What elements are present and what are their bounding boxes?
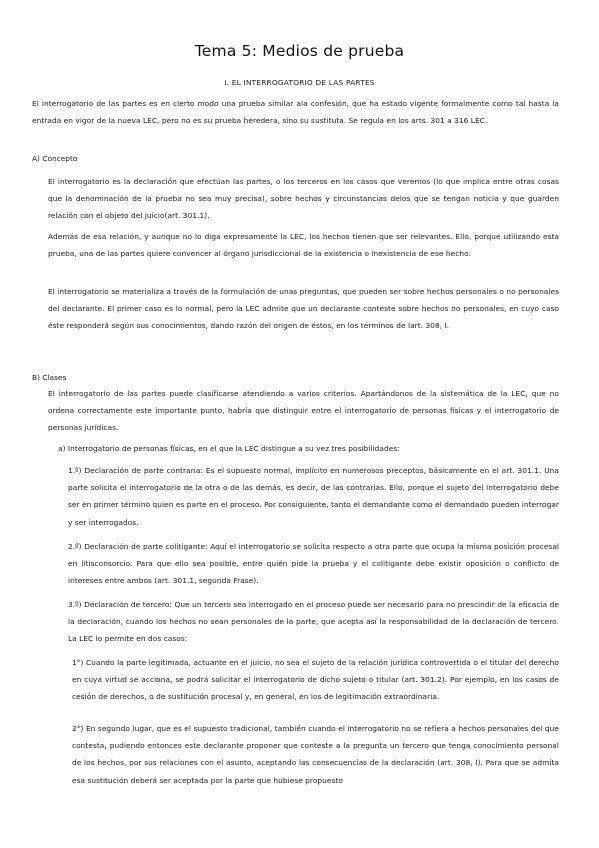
concepto-paragraph-2: Además de esa relación, y aunque no lo diga expresamente la LEC, los hechos tienen que ser relevantes. Ello, porque utilizando esta prueba, una de las partes quiere convencer al órgano jurisdiccional de la existencia o inexistencia de ese hecho. (48, 232, 559, 259)
intro-paragraph: El interrogatorio de las partes es en cierto modo una prueba similar ala confesión, que ha estado vigente formalmente como tal hasta la entrada en vigor de la nueva LEC, pero no es su prueba heredera, sino su sustituta. Se regula en los arts. 301 a 316 LEC. (32, 99, 559, 126)
list-item-3: 3.º) Declaración de tercero: Que un tercero sea interrogado en el proceso puede ser necesario para no prescindir de la eficacia de la declaración, cuando los hechos no sean personales de la parte, que acepta así la responsabilidad de la declaración de tercero. La LEC lo permite en dos casos: (68, 600, 559, 644)
section-heading: I. EL INTERROGATORIO DE LAS PARTES (224, 78, 375, 87)
clases-heading: B) Clases (32, 373, 67, 382)
clases-paragraph-1: El interrogatorio de las partes puede clasificarse atendiendo a varios criterios. Apartándonos de la sistemática de la LEC, que no ordena correctamente este importante punto, habría que distinguir entre el interrogatorio de personas físicas y el interrogatorio de personas jurídicas. (48, 389, 559, 433)
list-item-2: 2.º) Declaración de parte colitigante: Aquí el interrogatorio se solicita respecto a otra parte que ocupa la misma posición procesal en litisconsorcio. Para que ello sea posible, entre quién pide la prueba y el colitigante debe existir oposición o conflicto de intereses entre ambos (art. 301.1, segunda Frase). (68, 542, 559, 586)
list-item-1: 1.º) Declaración de parte contraria: Es el supuesto normal, implícito en numerosos preceptos, básicamente en el art. 301.1. Una parte solicita el interrogatorio de la otra o de las demás, es decir, de las contrarias. Ello, porque el sujeto del interrogatorio debe ser en primer término quien es parte en el proceso. Por consiguiente, tanto el demandante como el demandado pueden interrogar y ser interrogados. (68, 466, 559, 527)
concepto-paragraph-1: El interrogatorio es la declaración que efectúan las partes, o los terceros en los casos que veremos (lo que implica entre otras cosas que la denominación de la prueba no sea muy precisa), sobre hechos y circunstancias delos que se tengan noticia y que guarden relación con el objeto del juicio(art. 301.1). (48, 177, 559, 221)
concepto-heading: A) Concepto (32, 154, 78, 163)
clases-item-a: a) Interrogatorio de personas físicas, en el que la LEC distingue a su vez tres posibilidades: (58, 444, 400, 453)
sub-item-1: 1°) Cuando la parte legitimada, actuante en el juicio, no sea el sujeto de la relación jurídica controvertida o el titular del derecho en cuya virtud se acciona, se podrá solicitar el interrogatorio de dicho sujeto o titular (art. 301.2). Por ejemplo, en los casos de cesión de derechos, o de sustitución procesal y, en general, en los de legitimación extraordinaria. (72, 658, 559, 702)
page-title: Tema 5: Medios de prueba (194, 42, 405, 60)
sub-item-2: 2°) En segundo lugar, que es el supuesto tradicional, también cuando el interrogatorio no se refiera a hechos personales del que contesta, pudiendo entonces este declarante proponer que conteste a la pregunta un tercero que tenga conocimiento personal de los hechos, por sus relaciones con el asunto, aceptando las consecuencias de la declaración (art. 308, I). Para que se admita esa sustitución deberá ser aceptada por la parte que hubiese propuesto (72, 724, 559, 785)
concepto-paragraph-3: El interrogatorio se materializa a través de la formulación de unas preguntas, que pueden ser sobre hechos personales o no personales del declarante. El primer caso es lo normal, pero la LEC admite que un declarante conteste sobre hechos no personales, en cuyo caso éste responderá según sus conocimientos, dando razón del origen de éstos, en los términos de lart. 308, I. (48, 287, 559, 331)
